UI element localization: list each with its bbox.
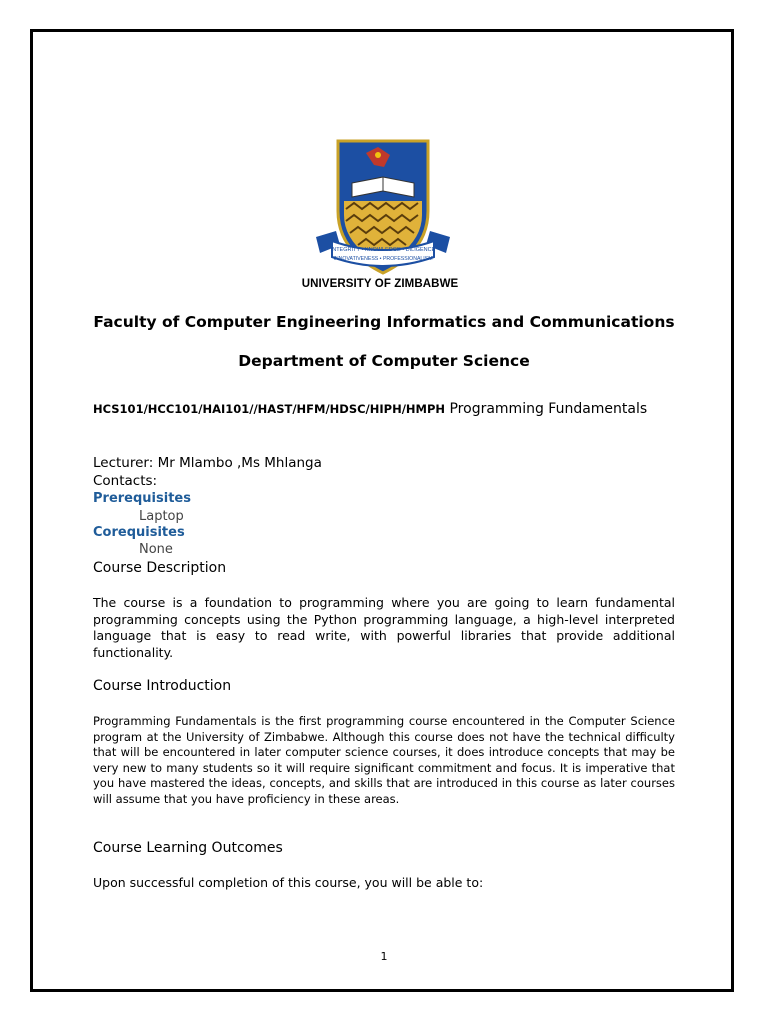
course-introduction-heading: Course Introduction <box>93 678 232 694</box>
contacts-line: Contacts: <box>93 473 158 489</box>
course-introduction-text: Programming Fundamentals is the first programming course encountered in the Computer Science program at the University of Zimbabwe. Although this course does not have the technical difficulty that will be encountered in later computer science courses, it does introduce concepts that may be very new to many students so it will require significant commitment and focus. It is imperative that you have mastered the ideas, concepts, and skills that are introduced in this course as later courses will assume that you have proficiency in these areas. <box>93 714 675 806</box>
university-name: UNIVERSITY OF ZIMBABWE <box>301 278 459 290</box>
page-number: 1 <box>380 950 388 963</box>
prerequisites-value: Laptop <box>139 509 184 524</box>
motto-line-2: INNOVATIVENESS • PROFESSIONALISM <box>333 256 433 262</box>
learning-outcomes-heading: Course Learning Outcomes <box>93 840 283 856</box>
course-codes: HCS101/HCC101/HAI101//HAST/HFM/HDSC/HIPH/HMPH <box>93 402 446 416</box>
motto-line-1: INTEGRITY • KNOWLEDGE • DILIGENCE <box>330 247 436 253</box>
learning-outcomes-text: Upon successful completion of this course, you will be able to: <box>93 875 484 890</box>
corequisites-value: None <box>139 542 173 557</box>
lecturer-line: Lecturer: Mr Mlambo ,Ms Mhlanga <box>93 455 322 471</box>
course-description-text: The course is a foundation to programming where you are going to learn fundamental programming concepts using the Python programming language, a high-level interpreted language that is easy to read write, with powerful libraries that provide additional functionality. <box>93 595 675 660</box>
faculty-title: Faculty of Computer Engineering Informatics and Communications <box>93 313 675 331</box>
department-title: Department of Computer Science <box>238 352 530 370</box>
course-title: Programming Fundamentals <box>449 401 648 417</box>
course-heading <box>93 400 693 419</box>
corequisites-heading: Corequisites <box>93 525 185 540</box>
course-description-heading: Course Description <box>93 560 227 576</box>
prerequisites-heading: Prerequisites <box>93 491 191 506</box>
